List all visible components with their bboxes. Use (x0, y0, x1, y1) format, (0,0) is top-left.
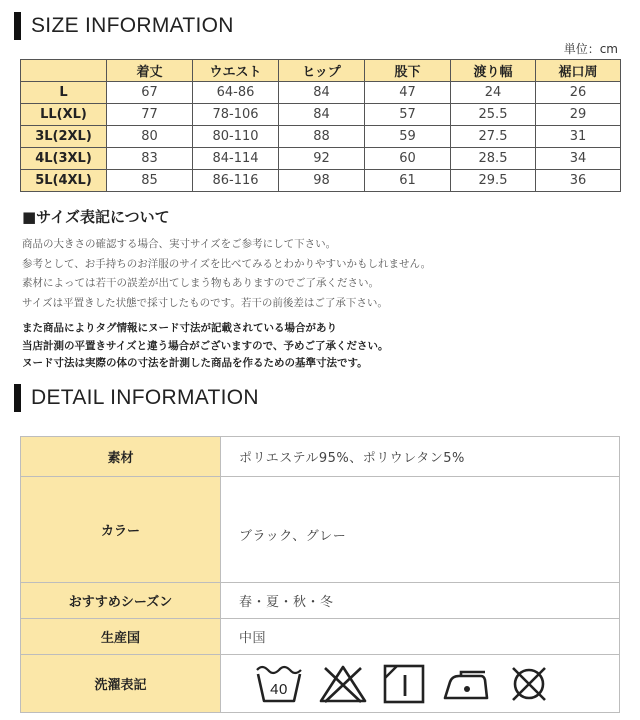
size-header-cell: 股下 (365, 60, 451, 82)
size-value: 26 (536, 82, 621, 104)
size-value: 60 (365, 148, 451, 170)
size-header-cell: 渡り幅 (451, 60, 536, 82)
size-value: 67 (107, 82, 193, 104)
detail-row-material (21, 437, 620, 477)
detail-label: カラー (21, 477, 221, 583)
size-section-header (14, 12, 234, 40)
detail-row-origin (21, 619, 620, 655)
table-row (21, 104, 621, 126)
size-value: 80 (107, 126, 193, 148)
size-value: 84 (279, 82, 365, 104)
size-label: 5L(4XL) (21, 170, 107, 192)
size-value: 36 (536, 170, 621, 192)
detail-label: 洗濯表記 (21, 655, 221, 713)
note-bold-line: ヌード寸法は実際の体の寸法を計測した商品を作るための基準寸法です。 (22, 357, 368, 369)
size-value: 83 (107, 148, 193, 170)
nude-size-notes (22, 320, 388, 373)
care-symbols-cell (221, 655, 620, 713)
size-value: 47 (365, 82, 451, 104)
detail-section-title: DETAIL INFORMATION (31, 386, 259, 409)
table-row (21, 170, 621, 192)
unit-label: 単位：cm (563, 42, 618, 56)
size-value: 77 (107, 104, 193, 126)
size-section-title: SIZE INFORMATION (31, 14, 234, 37)
detail-value: ポリエステル95%、ポリウレタン5% (221, 437, 620, 477)
care-symbols (255, 664, 619, 704)
size-header-cell: ヒップ (279, 60, 365, 82)
size-value: 64-86 (193, 82, 279, 104)
size-label: L (21, 82, 107, 104)
size-table-header (21, 60, 621, 82)
table-row (21, 82, 621, 104)
size-notes (22, 235, 431, 313)
size-value: 29 (536, 104, 621, 126)
detail-row-care (21, 655, 620, 713)
size-value: 84 (279, 104, 365, 126)
detail-value: 春・夏・秋・冬 (221, 583, 620, 619)
size-value: 29.5 (451, 170, 536, 192)
wash-40-icon (255, 664, 303, 704)
note-line: サイズは平置きした状態で採寸したものです。若干の前後差はご了承下さい。 (22, 296, 388, 309)
detail-row-color (21, 477, 620, 583)
size-label: 3L(2XL) (21, 126, 107, 148)
detail-label: おすすめシーズン (21, 583, 221, 619)
section-bar (14, 384, 21, 412)
size-value: 78-106 (193, 104, 279, 126)
size-header-cell: 着丈 (107, 60, 193, 82)
size-value: 92 (279, 148, 365, 170)
detail-value: ブラック、グレー (221, 477, 620, 583)
size-value: 31 (536, 126, 621, 148)
size-value: 84-114 (193, 148, 279, 170)
table-row (21, 148, 621, 170)
size-label: 4L(3XL) (21, 148, 107, 170)
size-value: 28.5 (451, 148, 536, 170)
size-table (20, 59, 621, 192)
size-header-cell: ウエスト (193, 60, 279, 82)
size-value: 59 (365, 126, 451, 148)
detail-value: 中国 (221, 619, 620, 655)
note-line: 商品の大きさの確認する場合、実寸サイズをご参考にして下さい。 (22, 238, 337, 250)
size-value: 34 (536, 148, 621, 170)
detail-row-season (21, 583, 620, 619)
no-bleach-icon (319, 664, 367, 704)
size-header-cell (21, 60, 107, 82)
table-row (21, 126, 621, 148)
detail-section-header (14, 384, 259, 412)
note-line: 参考として、お手持ちのお洋服のサイズを比べてみるとわかりやすいかもしれません。 (22, 257, 432, 270)
section-bar (14, 12, 21, 40)
note-bold-line: 当店計測の平置きサイズと違う場合がございますので、予めご了承ください。 (22, 339, 389, 352)
size-value: 57 (365, 104, 451, 126)
line-dry-shade-icon (383, 664, 425, 704)
size-label: LL(XL) (21, 104, 107, 126)
note-line: 素材によっては若干の誤差が出てしまう物もありますのでご了承ください。 (22, 277, 379, 289)
size-value: 98 (279, 170, 365, 192)
size-value: 61 (365, 170, 451, 192)
detail-label: 生産国 (21, 619, 221, 655)
size-header-cell: 裾口周 (536, 60, 621, 82)
size-value: 80-110 (193, 126, 279, 148)
size-value: 86-116 (193, 170, 279, 192)
size-value: 88 (279, 126, 365, 148)
size-value: 27.5 (451, 126, 536, 148)
iron-low-icon (441, 664, 491, 704)
size-value: 25.5 (451, 104, 536, 126)
detail-table (20, 436, 620, 713)
note-bold-line: また商品によりタグ情報にヌード寸法が記載されている場合があり (22, 322, 337, 334)
size-notes-title: ■サイズ表記について (22, 208, 170, 226)
size-value: 24 (451, 82, 536, 104)
wash-temp-text: 40 (270, 680, 288, 698)
size-value: 85 (107, 170, 193, 192)
detail-label: 素材 (21, 437, 221, 477)
no-tumble-dry-icon (507, 664, 551, 704)
